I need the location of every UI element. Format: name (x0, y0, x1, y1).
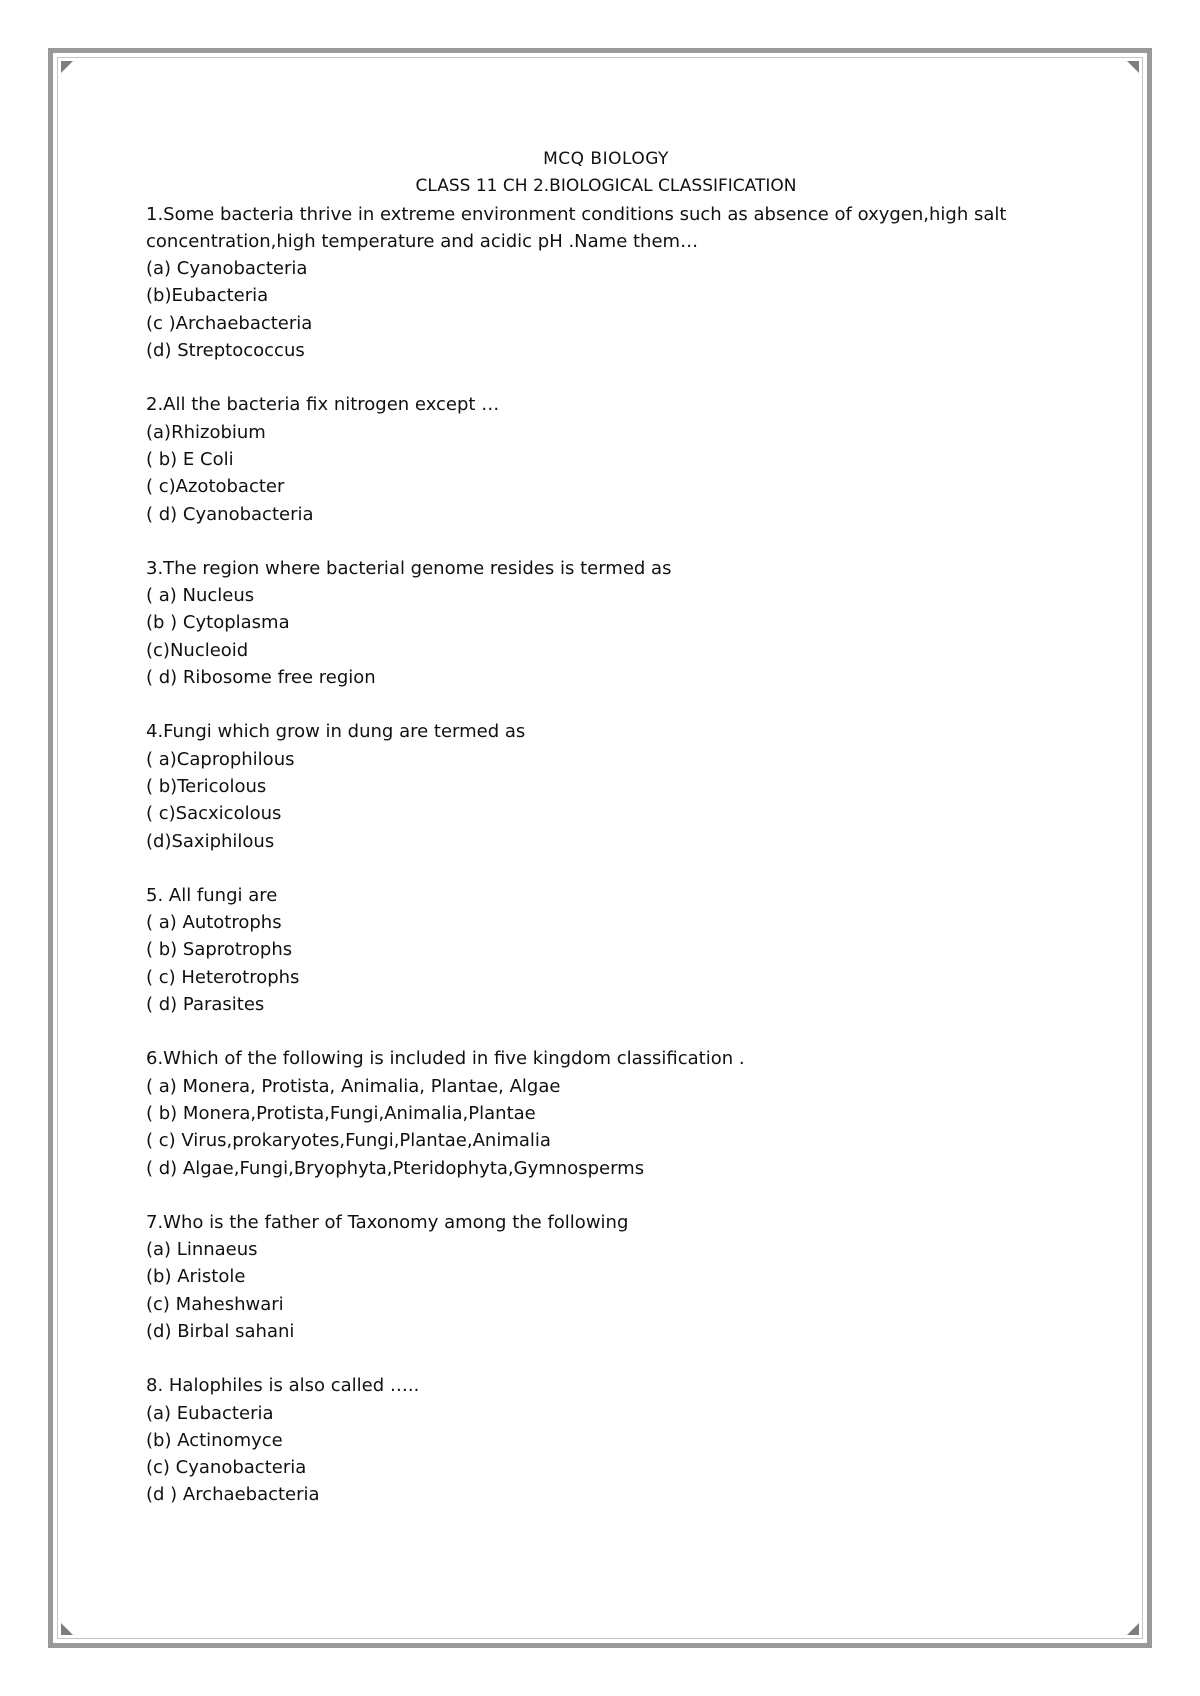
question-text: 8. Halophiles is also called ….. (146, 1375, 420, 1397)
question-text: 3.The region where bacterial genome resides is termed as (146, 557, 672, 579)
option-d: ( d) Parasites (146, 994, 265, 1016)
option-c: (c )Archaebacteria (146, 312, 313, 334)
option-b: (b) Actinomyce (146, 1429, 283, 1451)
option-b: ( b) Monera,Protista,Fungi,Animalia,Plantae (146, 1102, 536, 1124)
document-body (146, 146, 1066, 1536)
option-b: ( b) Saprotrophs (146, 939, 293, 961)
question-text: 4.Fungi which grow in dung are termed as (146, 721, 526, 743)
option-c: ( c)Sacxicolous (146, 803, 282, 825)
page-subtitle: CLASS 11 CH 2.BIOLOGICAL CLASSIFICATION (415, 176, 797, 197)
page-title: MCQ BIOLOGY (543, 149, 669, 169)
question-2 (146, 391, 1066, 527)
question-7 (146, 1209, 1066, 1345)
option-b: ( b) E Coli (146, 448, 234, 470)
corner-ornament (61, 61, 73, 73)
option-a: (a)Rhizobium (146, 421, 266, 443)
option-c: (c) Maheshwari (146, 1293, 284, 1315)
corner-ornament (1127, 61, 1139, 73)
option-d: (d ) Archaebacteria (146, 1484, 320, 1506)
option-c: ( c) Virus,prokaryotes,Fungi,Plantae,Animalia (146, 1130, 551, 1152)
corner-ornament (1127, 1623, 1139, 1635)
option-d: (d)Saxiphilous (146, 830, 275, 852)
option-d: ( d) Cyanobacteria (146, 503, 314, 525)
option-a: ( a)Caprophilous (146, 748, 295, 770)
question-3 (146, 555, 1066, 691)
option-c: ( c)Azotobacter (146, 476, 285, 498)
option-a: ( a) Monera, Protista, Animalia, Plantae, Algae (146, 1075, 561, 1097)
corner-ornament (61, 1623, 73, 1635)
option-a: (a) Eubacteria (146, 1402, 274, 1424)
option-a: ( a) Nucleus (146, 585, 255, 607)
option-a: (a) Linnaeus (146, 1239, 258, 1261)
option-c: ( c) Heterotrophs (146, 966, 300, 988)
option-d: (d) Streptococcus (146, 340, 305, 362)
question-4 (146, 718, 1066, 854)
option-b: (b ) Cytoplasma (146, 612, 290, 634)
question-text: 1.Some bacteria thrive in extreme environment conditions such as absence of oxygen,high salt concentration,high temperature and acidic pH .Name them… (146, 203, 1007, 252)
option-a: (a) Cyanobacteria (146, 258, 308, 280)
option-d: (d) Birbal sahani (146, 1320, 295, 1342)
question-8 (146, 1372, 1066, 1508)
question-5 (146, 882, 1066, 1018)
option-c: (c)Nucleoid (146, 639, 249, 661)
option-b: ( b)Tericolous (146, 775, 267, 797)
option-b: (b)Eubacteria (146, 285, 269, 307)
question-6 (146, 1045, 1066, 1181)
question-1 (146, 201, 1066, 365)
question-text: 2.All the bacteria fix nitrogen except … (146, 394, 500, 416)
question-text: 6.Which of the following is included in five kingdom classification . (146, 1048, 745, 1070)
option-b: (b) Aristole (146, 1266, 246, 1288)
question-text: 7.Who is the father of Taxonomy among the following (146, 1211, 629, 1233)
option-c: (c) Cyanobacteria (146, 1457, 307, 1479)
option-a: ( a) Autotrophs (146, 912, 282, 934)
question-text: 5. All fungi are (146, 884, 278, 906)
option-d: ( d) Algae,Fungi,Bryophyta,Pteridophyta,Gymnosperms (146, 1157, 645, 1179)
option-d: ( d) Ribosome free region (146, 667, 376, 689)
